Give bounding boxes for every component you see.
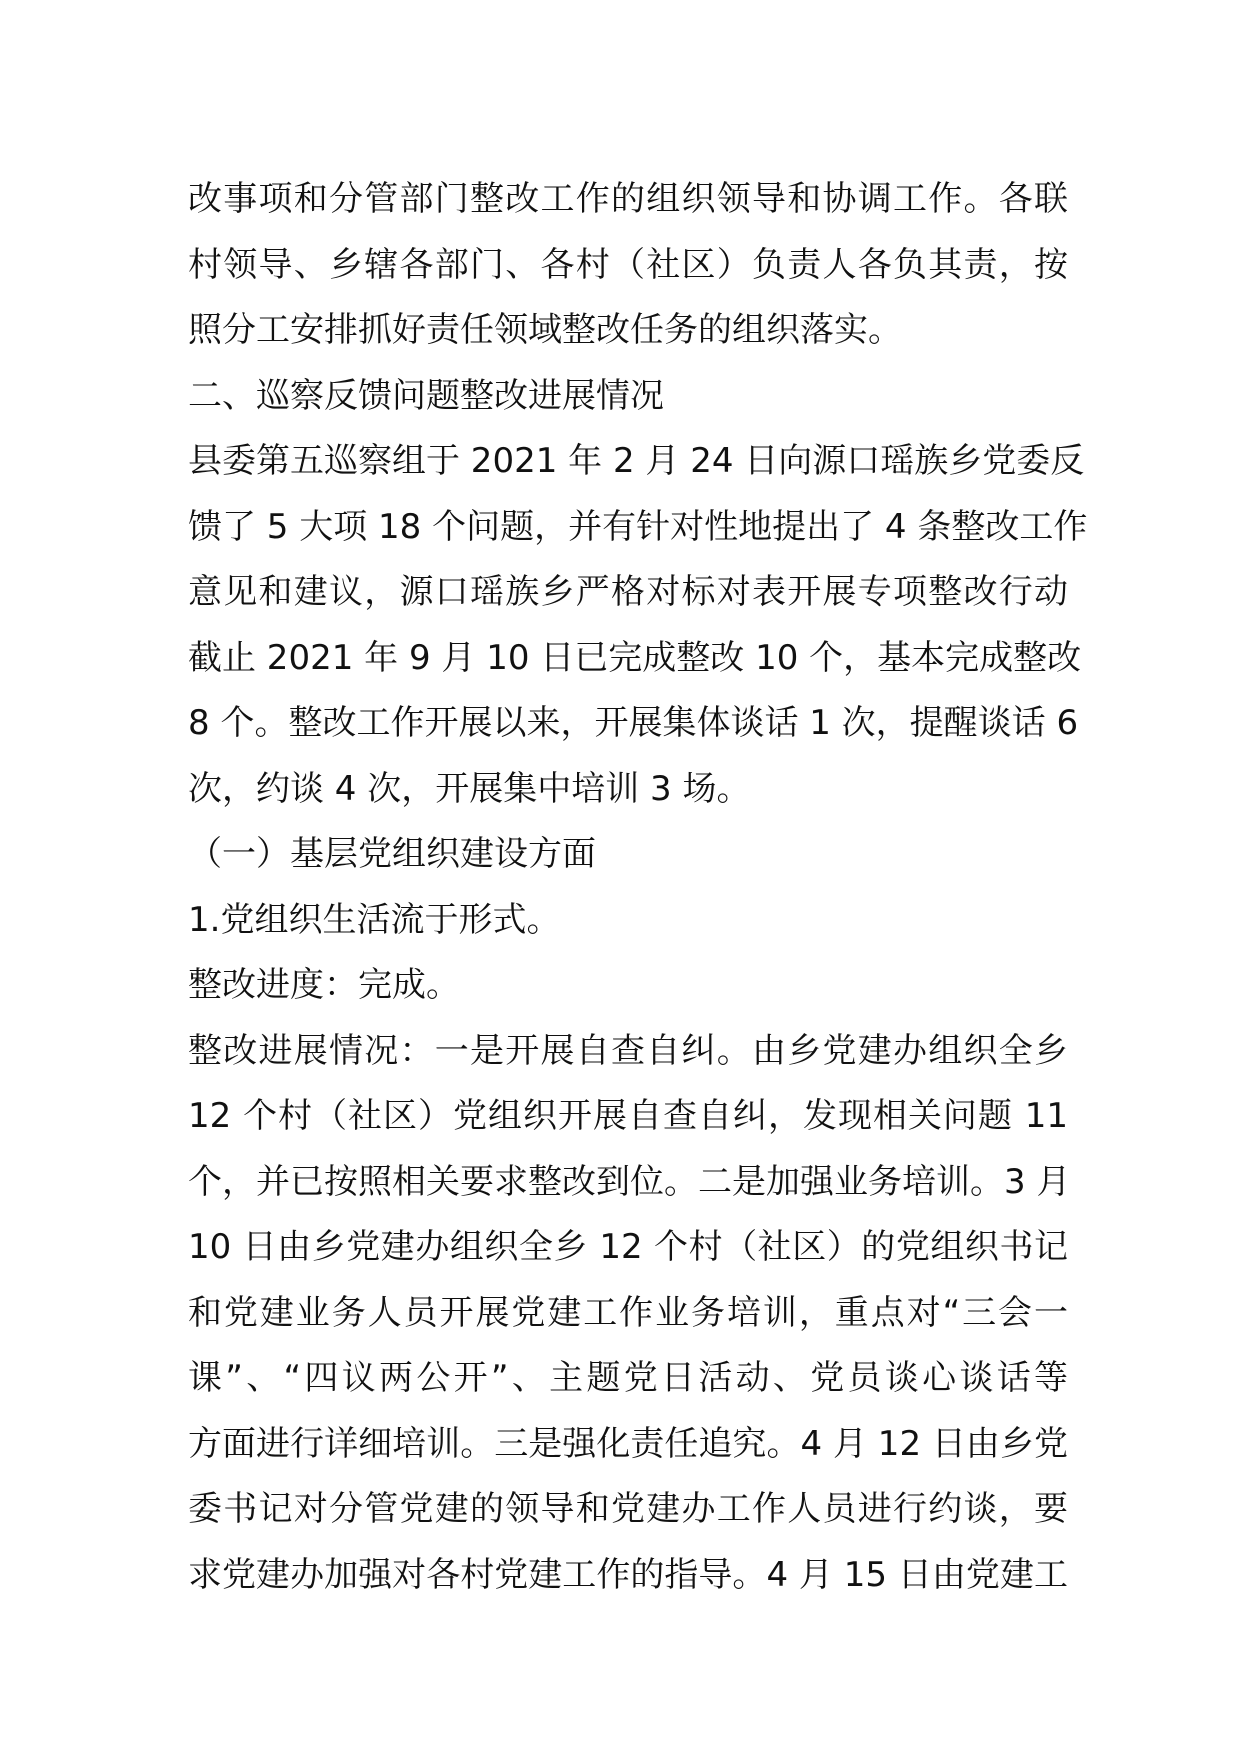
text-line: 求党建办加强对各村党建工作的指导。4 月 15 日由党建工	[188, 1554, 1068, 1595]
text-line: 改事项和分管部门整改工作的组织领导和协调工作。各联	[188, 179, 1068, 219]
progress-status: 整改进度：完成。	[188, 965, 460, 1005]
text-line: 10 日由乡党建办组织全乡 12 个村（社区）的党组织书记	[188, 1227, 1068, 1267]
text-line: 照分工安排抓好责任领域整改任务的组织落实。	[188, 310, 902, 350]
subsection-heading: （一）基层党组织建设方面	[188, 834, 596, 874]
text-line: 截止 2021 年 9 月 10 日已完成整改 10 个，基本完成整改	[188, 637, 1082, 678]
text-line: 意见和建议，源口瑶族乡严格对标对表开展专项整改行动	[188, 572, 1068, 612]
text-line: 8 个。整改工作开展以来，开展集体谈话 1 次，提醒谈话 6	[188, 703, 1079, 743]
text-line: 村领导、乡辖各部门、各村（社区）负责人各负其责，按	[188, 244, 1068, 285]
document-body	[188, 167, 1088, 1608]
text-line: 委书记对分管党建的领导和党建办工作人员进行约谈，要	[188, 1489, 1068, 1529]
text-line: 次，约谈 4 次，开展集中培训 3 场。	[188, 768, 751, 809]
text-line: 馈了 5 大项 18 个问题，并有针对性地提出了 4 条整改工作	[188, 506, 1088, 547]
section-heading: 二、巡察反馈问题整改进展情况	[188, 375, 664, 416]
text-line: 12 个村（社区）党组织开展自查自纠，发现相关问题 11	[188, 1096, 1068, 1136]
item-heading: 1.党组织生活流于形式。	[188, 899, 561, 940]
text-line: 整改进展情况：一是开展自查自纠。由乡党建办组织全乡	[188, 1030, 1068, 1071]
text-line: 和党建业务人员开展党建工作业务培训，重点对“三会一	[188, 1292, 1068, 1333]
text-line: 县委第五巡察组于 2021 年 2 月 24 日向源口瑶族乡党委反	[188, 441, 1085, 481]
text-line: 方面进行详细培训。三是强化责任追究。4 月 12 日由乡党	[188, 1423, 1068, 1464]
text-line: 个，并已按照相关要求整改到位。二是加强业务培训。3 月	[188, 1161, 1071, 1202]
text-line: 课”、“四议两公开”、主题党日活动、党员谈心谈话等	[188, 1358, 1068, 1398]
